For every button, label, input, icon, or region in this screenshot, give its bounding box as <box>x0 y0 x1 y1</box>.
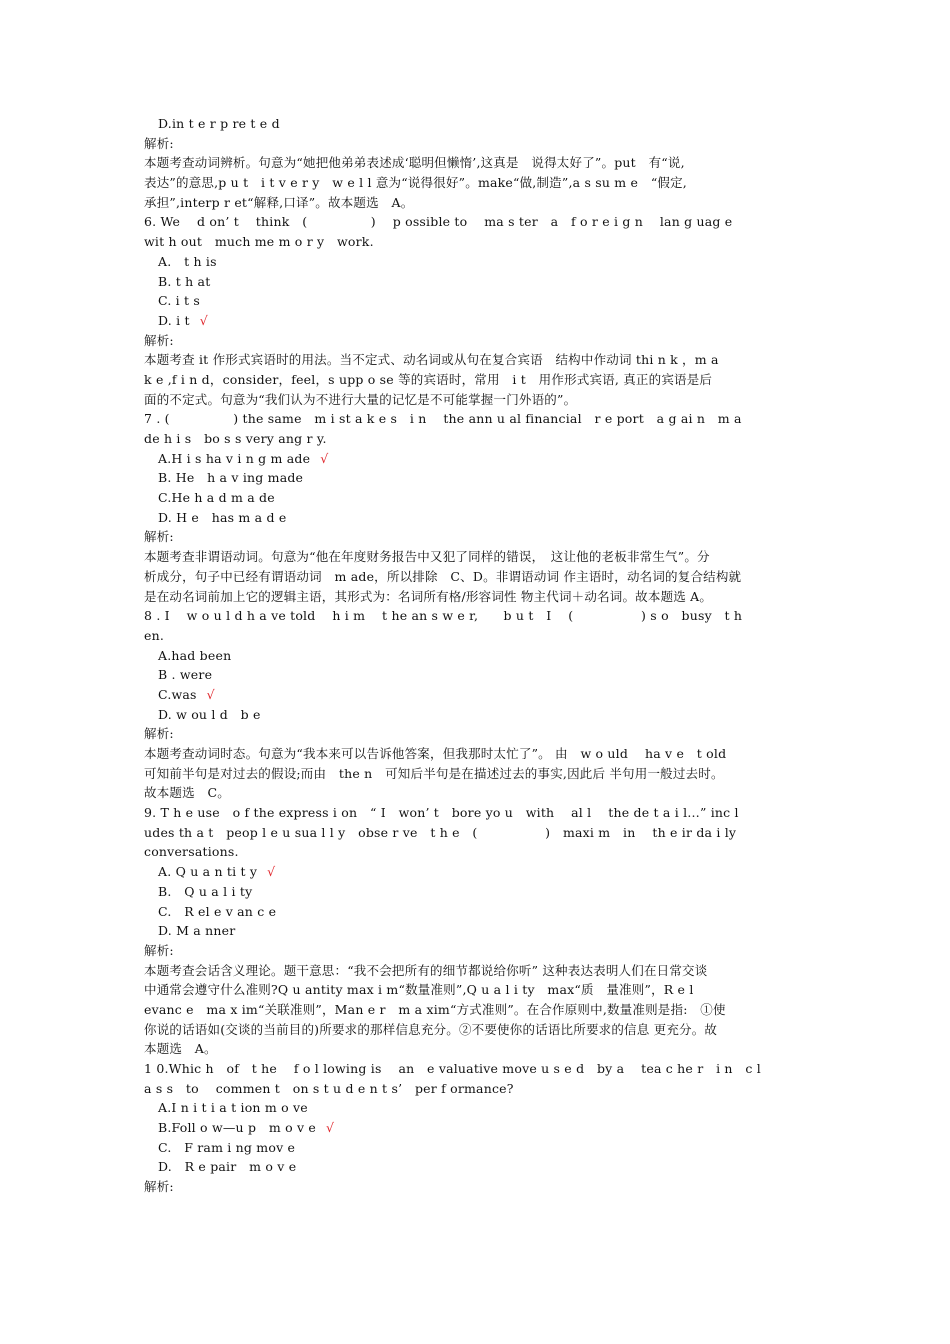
q6-analysis-line-1: 本题考查 it 作形式宾语时的用法。当不定式、动名词或从句在复合宾语 结构中作动词 thi n k ，m a <box>144 352 719 368</box>
q8-option-c: C.was √ <box>158 686 215 702</box>
q5-option-d: D.in t e r p re t e d <box>158 116 280 131</box>
q9-analysis-line-2: 中通常会遵守什么准则?Q u antity max i m“数量准则”,Q u a l i ty max“质 量准则”，R e l <box>144 982 694 998</box>
q6-option-c: C. i t s <box>158 293 201 309</box>
q9-analysis-line-1: 本题考查会话含义理论。题干意思：“我不会把所有的细节都说给你听” 这种表达表明人们在日常交谈 <box>144 962 708 978</box>
q9-analysis-line-5: 本题选 A。 <box>144 1041 217 1057</box>
q9-option-b: B. Q u a l i ty <box>158 883 253 899</box>
q5-analysis-line-3: 承担”,interp r et“解释,口译”。故本题选 A。 <box>144 194 414 210</box>
correct-check-icon: √ <box>206 686 215 702</box>
q10-option-d: D. R e pair m o v e <box>158 1159 297 1175</box>
q9-analysis-line-3: evanc e ma x im“关联准则”，Man e r m a xim“方式准则”。在合作原则中,数量准则是指: ①使 <box>144 1001 726 1017</box>
q8-option-b: B . were <box>158 667 213 683</box>
q8-option-a: A.had been <box>158 647 232 663</box>
q7-analysis-line-3: 是在动名词前加上它的逻辑主语，其形式为：名词所有格/形容词性 物主代词＋动名词。故本题选 A。 <box>144 588 713 604</box>
q8-analysis-line-3: 故本题选 C。 <box>144 785 230 801</box>
q6-analysis-label: 解析: <box>144 332 174 348</box>
q9-stem-line-2: udes th a t peop l e u sua l l y obse r ve t h e ( ) maxi m in th e ir da i ly <box>144 824 737 840</box>
q6-option-a: A. t h is <box>158 253 217 269</box>
correct-check-icon: √ <box>199 312 208 328</box>
q5-analysis-line-2: 表达”的意思,p u t i t v e r y w e l l 意为“说得很好”。make“做,制造”,a s su m e “假定, <box>144 175 687 191</box>
q10-stem-line-2: a s s to commen t on s t u d e n t s’ per f ormance? <box>144 1080 514 1096</box>
q7-option-a: A.H i s ha v i n g m ade √ <box>158 450 329 466</box>
q9-stem-line-3: conversations. <box>144 844 239 860</box>
correct-check-icon: √ <box>267 864 276 880</box>
correct-check-icon: √ <box>320 450 329 466</box>
q8-stem-line-1: 8 . I w o u l d h a ve told h i m t he an s w e r, b u t I ( ) s o busy t h <box>144 608 743 624</box>
q7-option-d: D. H e has m a d e <box>158 509 287 525</box>
q9-option-c: C. R el e v an c e <box>158 903 277 919</box>
q10-stem-line-1: 1 0.Whic h of t he f o l lowing is an e valuative move u s e d by a tea c he r i n c l <box>144 1061 761 1076</box>
q10-option-a: A.I n i t i a t ion m o ve <box>158 1100 308 1116</box>
q10-option-c: C. F ram i ng mov e <box>158 1139 296 1155</box>
q9-stem-line-1: 9. T h e use o f the express i on “ I won’ t bore yo u with al l the de t a i l…” inc l <box>144 805 739 821</box>
q10-option-b: B.Foll o w—u p m o v e √ <box>158 1120 335 1136</box>
q7-option-c: C.He h a d m a de <box>158 490 275 506</box>
q7-analysis-label: 解析: <box>144 529 174 545</box>
q6-option-b: B. t h at <box>158 273 211 289</box>
q6-analysis-line-3: 面的不定式。句意为“我们认为不进行大量的记忆是不可能掌握一门外语的”。 <box>144 391 577 407</box>
q6-stem-line-2: wit h out much me m o r y work. <box>144 234 374 250</box>
q6-analysis-line-2: k e ,f i n d，consider，feel，s upp o se 等的宾语时，常用 i t 用作形式宾语, 真正的宾语是后 <box>144 371 713 387</box>
q8-analysis-line-1: 本题考查动词时态。句意为“我本来可以告诉他答案，但我那时太忙了”。 由 w o uld ha v e t old <box>144 746 727 761</box>
q7-stem-line-1: 7 . ( ) the same m i st a k e s i n the ann u al financial r e port a g ai n m a <box>144 411 742 427</box>
q7-analysis-line-1: 本题考查非谓语动词。句意为“他在年度财务报告中又犯了同样的错误， 这让他的老板非常生气”。分 <box>144 549 710 565</box>
q6-option-d: D. i t √ <box>158 312 208 328</box>
q8-option-d: D. w ou l d b e <box>158 706 261 722</box>
q9-option-a: A. Q u a n ti t y √ <box>158 864 276 880</box>
q5-analysis-label: 解析: <box>144 135 174 151</box>
q7-analysis-line-2: 析成分，句子中已经有谓语动词 m ade，所以排除 C、D。非谓语动词 作主语时，动名词的复合结构就 <box>144 568 742 584</box>
q7-option-b: B. He h a v ing made <box>158 470 304 486</box>
q6-stem-line-1: 6. We d on’ t think ( ) p ossible to ma s ter a f o r e i g n lan g uag e <box>144 214 733 230</box>
q9-analysis-label: 解析: <box>144 942 174 958</box>
q8-analysis-label: 解析: <box>144 726 174 742</box>
q10-analysis-label: 解析: <box>144 1179 174 1195</box>
document-content <box>144 114 814 1197</box>
q5-analysis-line-1: 本题考查动词辨析。句意为“她把他弟弟表述成‘聪明但懒惰’,这真是 说得太好了”。put 有“说, <box>144 155 685 171</box>
q7-stem-line-2: de h i s bo s s very ang r y. <box>144 431 327 446</box>
q9-analysis-line-4: 你说的话语如(交谈的当前目的)所要求的那样信息充分。②不要使你的话语比所要求的信息 更充分。故 <box>144 1021 718 1037</box>
correct-check-icon: √ <box>326 1120 335 1136</box>
q8-stem-line-2: en. <box>144 627 165 643</box>
q9-option-d: D. M a nner <box>158 923 236 939</box>
q8-analysis-line-2: 可知前半句是对过去的假设;而由 the n 可知后半句是在描述过去的事实,因此后 半句用一般过去时。 <box>144 765 724 781</box>
